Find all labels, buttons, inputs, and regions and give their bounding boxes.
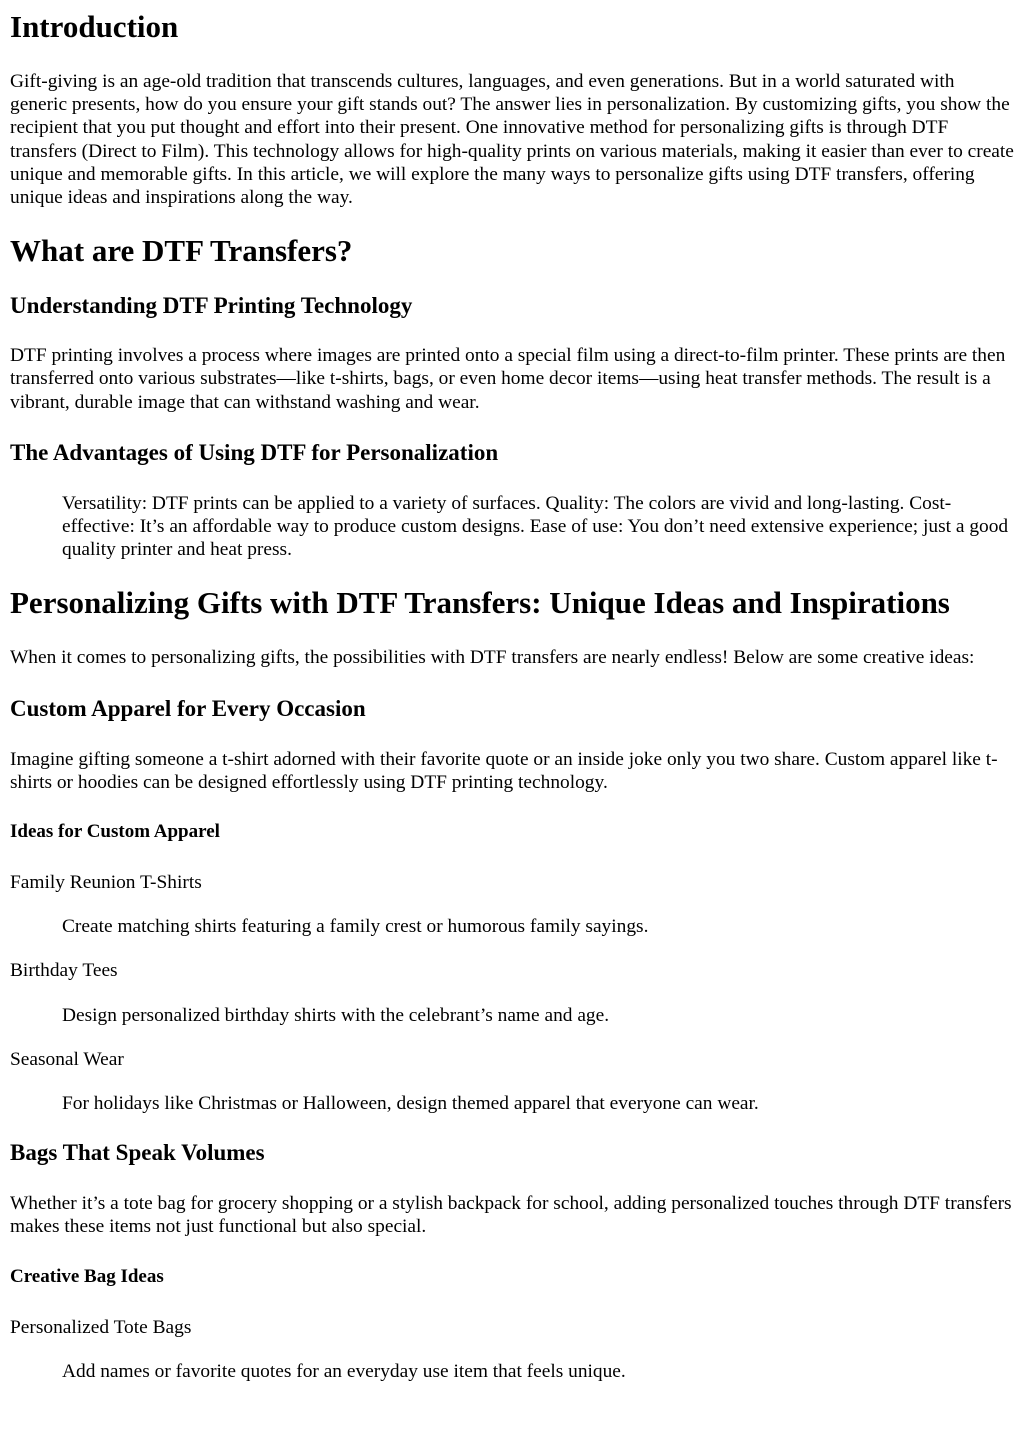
personalizing-paragraph: When it comes to personalizing gifts, the possibilities with DTF transfers are nearly endless! Below are some creative ideas: xyxy=(10,647,975,669)
list-item-term: Family Reunion T-Shirts xyxy=(10,872,202,894)
advantages-heading: The Advantages of Using DTF for Personalization xyxy=(10,439,499,465)
intro-paragraph: Gift-giving is an age-old tradition that transcends cultures, languages, and even generations. But in a world saturated with generic presents, how do you ensure your gift stands out? The answer lies in personalization. By customizing gifts, you show the recipient that you put thought and effort into their present. One innovative method for personalizing gifts is through DTF transfers (Direct to Film). This technology allows for high-quality prints on various materials, making it easier than ever to create unique and memorable gifts. In this article, we will explore the many ways to personalize gifts using DTF transfers, offering unique ideas and inspirations along the way. xyxy=(10,71,1014,209)
personalizing-heading: Personalizing Gifts with DTF Transfers: Unique Ideas and Inspirations xyxy=(10,585,950,621)
list-item-description: Add names or favorite quotes for an everyday use item that feels unique. xyxy=(62,1360,626,1382)
what-heading: What are DTF Transfers? xyxy=(10,233,353,269)
bags-ideas-heading: Creative Bag Ideas xyxy=(10,1265,164,1287)
article xyxy=(0,9,1024,1383)
apparel-paragraph: Imagine gifting someone a t-shirt adorned with their favorite quote or an inside joke only you two share. Custom apparel like t-shirts or hoodies can be designed effortlessly using DTF printing technology. xyxy=(10,748,998,793)
apparel-ideas-heading: Ideas for Custom Apparel xyxy=(10,821,220,843)
list-item-description: For holidays like Christmas or Halloween, design themed apparel that everyone can wear. xyxy=(62,1093,759,1115)
bags-heading: Bags That Speak Volumes xyxy=(10,1140,265,1166)
apparel-ideas-list xyxy=(10,871,1014,1115)
advantages-quote: Versatility: DTF prints can be applied to a variety of surfaces. Quality: The colors are vivid and long-lasting. Cost-effective: It’s an affordable way to produce custom designs. Ease of use: You don’t need extensive experience; just a good quality printer and heat press. xyxy=(62,492,1009,561)
bags-paragraph: Whether it’s a tote bag for grocery shopping or a stylish backpack for school, adding personalized touches through DTF transfers makes these items not just functional but also special. xyxy=(10,1193,1012,1238)
list-item-term: Seasonal Wear xyxy=(10,1048,124,1070)
tech-paragraph: DTF printing involves a process where images are printed onto a special film using a direct-to-film printer. These prints are then transferred onto various substrates—like t-shirts, bags, or even home decor items—using heat transfer methods. The result is a vibrant, durable image that can withstand washing and wear. xyxy=(10,345,1006,413)
intro-heading: Introduction xyxy=(10,9,179,44)
apparel-heading: Custom Apparel for Every Occasion xyxy=(10,695,366,721)
list-item-description: Design personalized birthday shirts with the celebrant’s name and age. xyxy=(62,1004,610,1026)
list-item-description: Create matching shirts featuring a family crest or humorous family sayings. xyxy=(62,916,649,938)
bags-ideas-list xyxy=(10,1316,1014,1383)
list-item-term: Birthday Tees xyxy=(10,960,118,982)
tech-heading: Understanding DTF Printing Technology xyxy=(10,293,413,319)
list-item-term: Personalized Tote Bags xyxy=(10,1316,192,1338)
